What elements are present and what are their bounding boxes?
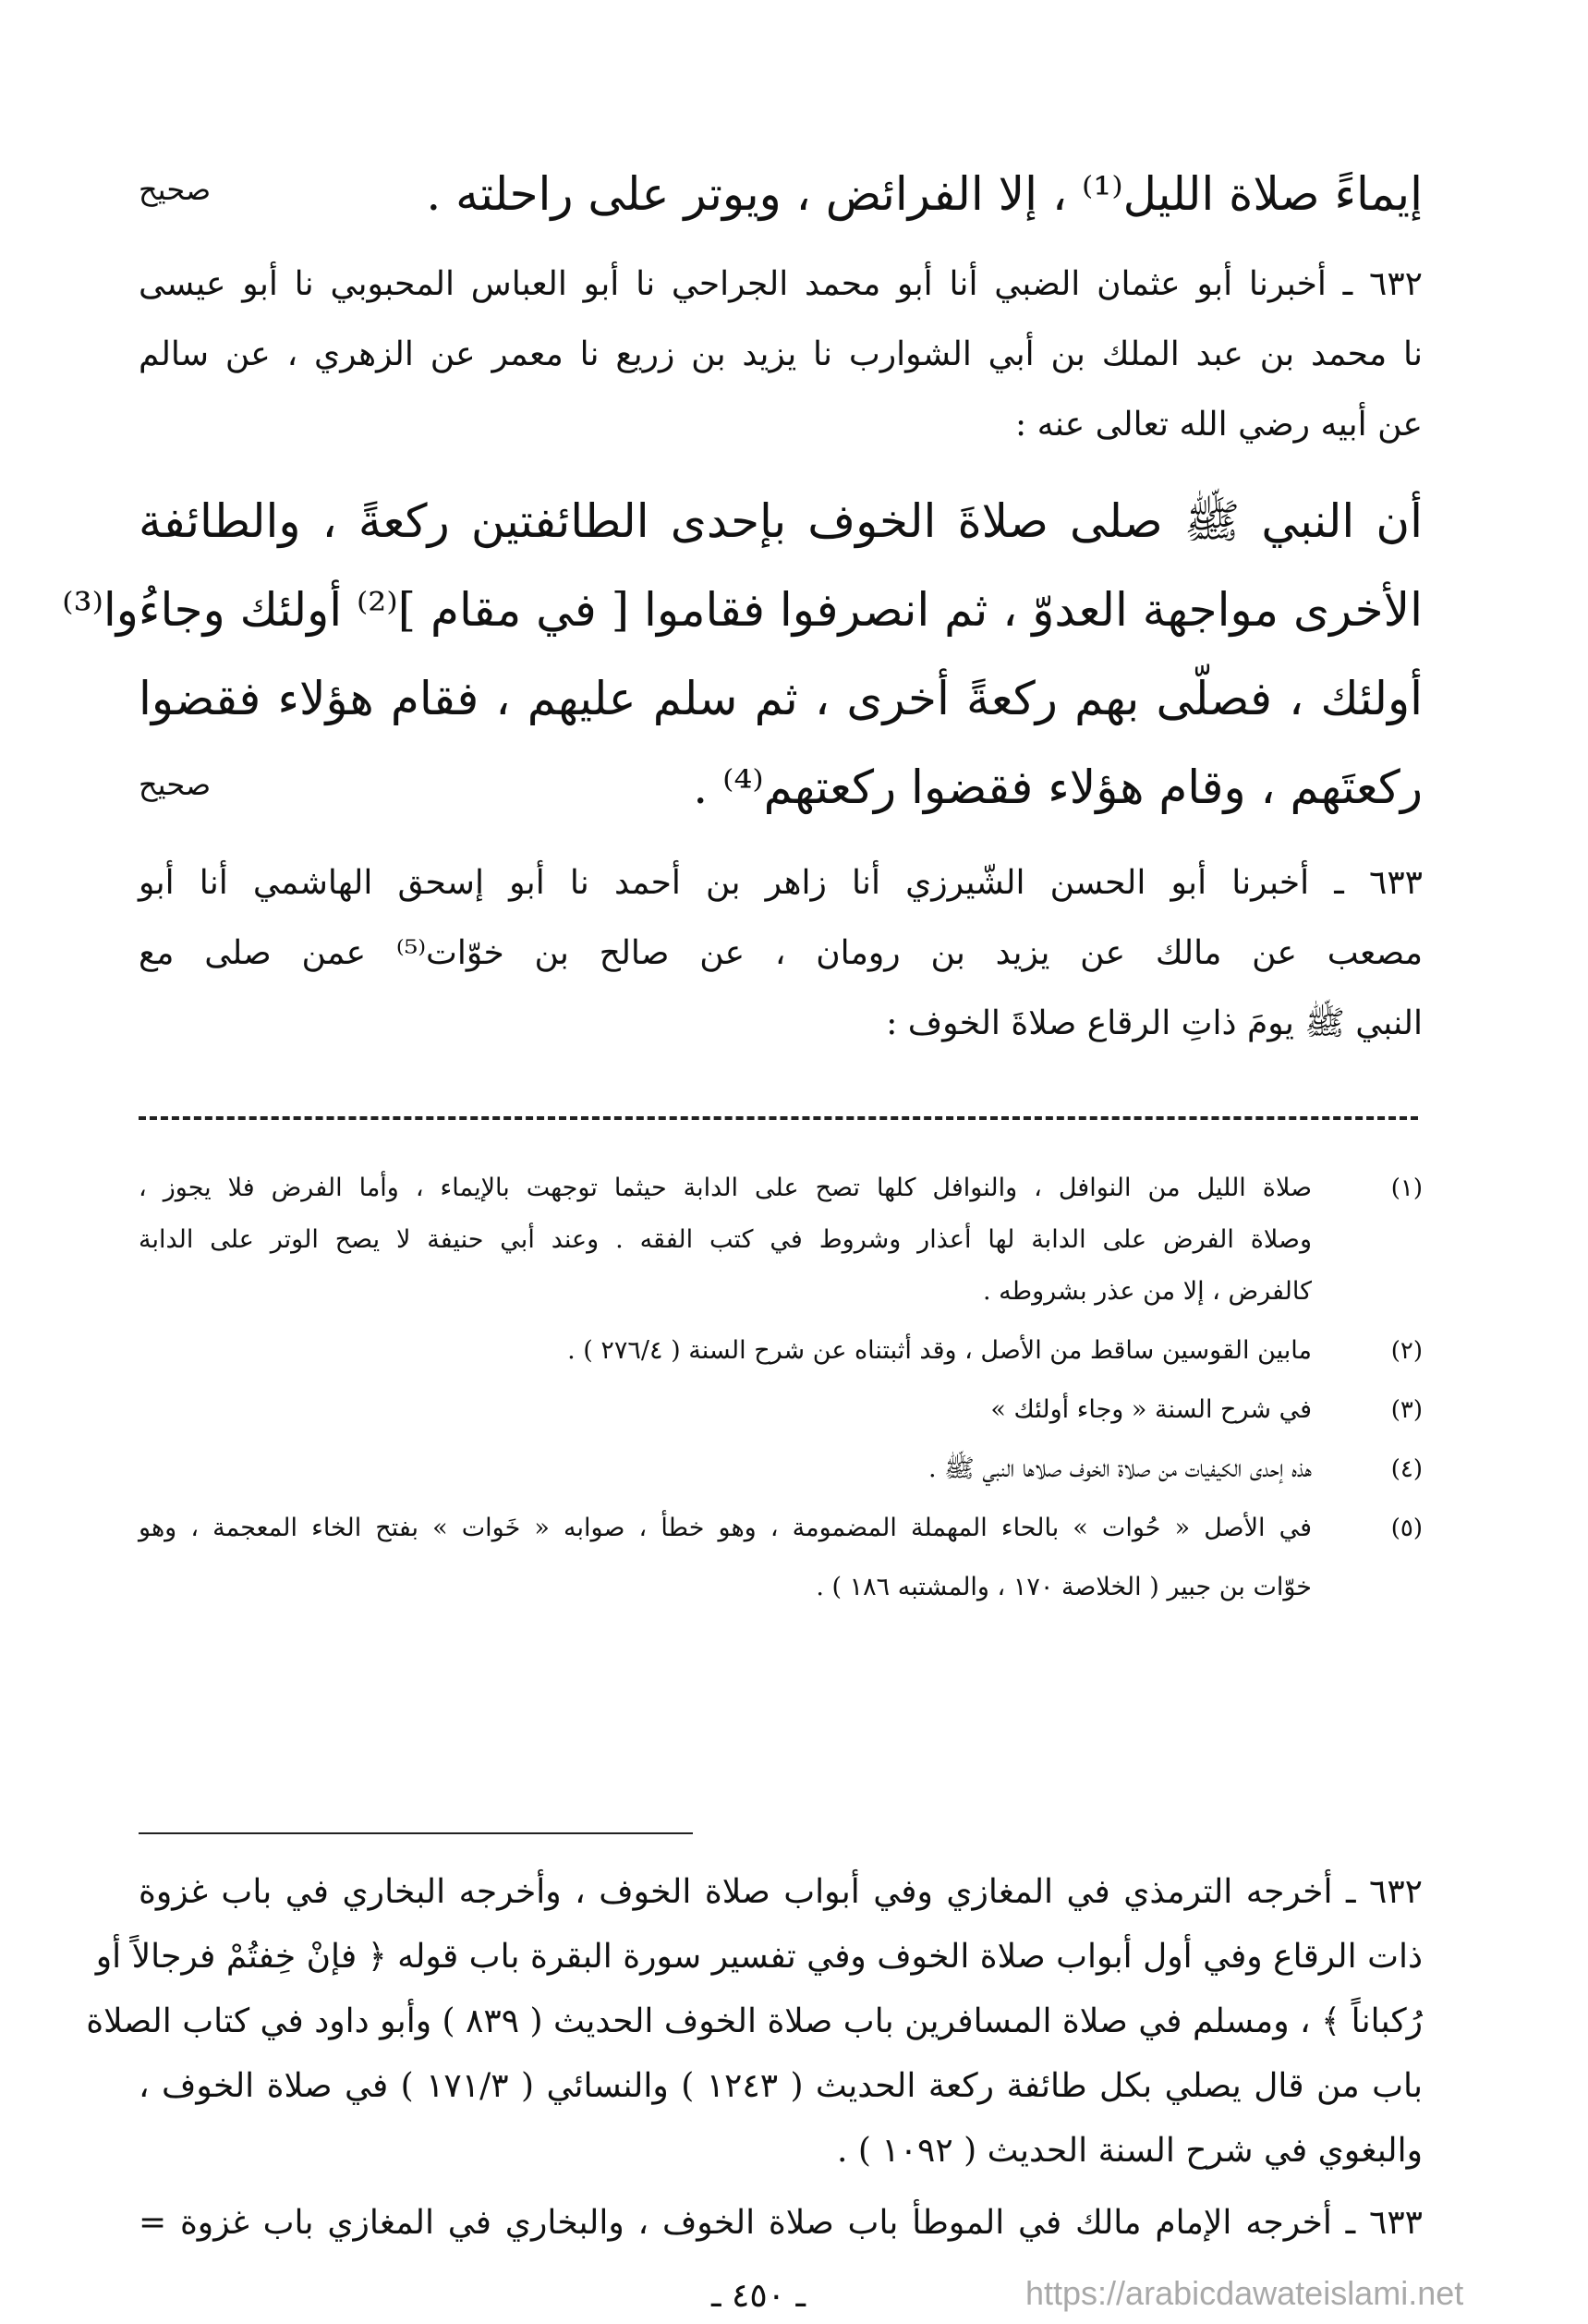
- grade-label: صحيح: [139, 172, 212, 207]
- dashed-separator: [139, 1116, 1418, 1120]
- grade-label-632: صحيح: [139, 767, 212, 802]
- isnad-633-line-1: ٦٣٣ ـ أخبرنا أبو الحسن الشّيرزي أنا زاهر بن أحمد نا أبو إسحق الهاشمي أنا أبو: [139, 864, 1423, 902]
- isnad-633-line-2: مصعب عن مالك عن يزيد بن رومان ، عن صالح بن خوّات⁽⁵⁾ عمن صلى مع: [139, 934, 1423, 972]
- footnote-5-cont: [139, 1562, 1423, 1613]
- page-footer: [139, 2269, 1464, 2324]
- takhrij-632-line-2: ذات الرقاع وفي أول أبواب صلاة الخوف وفي تفسير سورة البقرة باب قوله ﴿ فإنْ خِفتُمْ فرجالاً أو: [95, 1938, 1423, 1976]
- matn-line-1: أن النبي ﷺ صلى صلاةَ الخوف بإحدى الطائفتين ركعةً ، والطائفة: [139, 494, 1423, 548]
- footnote-1-cont: [139, 1266, 1423, 1318]
- isnad-line-2: نا محمد بن عبد الملك بن أبي الشوارب نا يزيد بن زريع نا معمر عن الزهري ، عن سالم: [139, 335, 1423, 373]
- footnote-text: وصلاة الفرض على الدابة لها أعذار وشروط في كتب الفقه . وعند أبي حنيفة لا يصح الوتر على الدابة: [139, 1225, 1312, 1254]
- footnote-number: (٣): [1390, 1396, 1423, 1424]
- isnad-line-3: عن أبيه رضي الله تعالى عنه :: [1015, 406, 1423, 444]
- isnad-633-line-3: النبي ﷺ يومَ ذاتِ الرقاع صلاةَ الخوف :: [886, 1004, 1423, 1042]
- footnote-number: (٥): [1390, 1515, 1423, 1542]
- takhrij-632-line-5: والبغوي في شرح السنة الحديث ( ١٠٩٢ ) .: [837, 2132, 1423, 2170]
- matn-line-3: أولئك ، فصلّى بهم ركعةً أخرى ، ثم سلم عليهم ، فقام هؤلاء فقضوا: [139, 672, 1423, 725]
- book-page: [62, 139, 1464, 2315]
- footnote-5: [139, 1503, 1423, 1554]
- takhrij-632-line-4: باب من قال يصلي بكل طائفة ركعة الحديث ( ١٢٤٣ ) والنسائي ( ١٧١/٣ ) في صلاة الخوف ،: [139, 2067, 1423, 2105]
- footnote-text: صلاة الليل من النوافل ، والنوافل كلها تصح على الدابة حيثما توجهت بالإيماء ، وأما الفرض فلا يجوز ،: [139, 1174, 1312, 1202]
- footnote-number: (١): [1390, 1174, 1423, 1202]
- footnote-text: مابين القوسين ساقط من الأصل ، وقد أثبتناه عن شرح السنة ( ٢٧٦/٤ ) .: [567, 1336, 1312, 1365]
- page-number: ـ ٤٥٠ ـ: [711, 2277, 806, 2315]
- takhrij-632-line-3: رُكباناً ﴾ ، ومسلم في صلاة المسافرين باب صلاة الخوف الحديث ( ٨٣٩ ) وأبو داود في كتاب الصلاة: [86, 2002, 1423, 2040]
- matn-line-2: الأخرى مواجهة العدوّ ، ثم انصرفوا فقاموا [ في مقام ]⁽²⁾ أولئك وجاءُوا⁽³⁾: [62, 583, 1423, 637]
- isnad-line-1: ٦٣٢ ـ أخبرنا أبو عثمان الضبي أنا أبو محمد الجراحي نا أبو العباس المحبوبي نا أبو عيسى: [139, 265, 1423, 303]
- footnote-text: خوّات بن جبير ( الخلاصة ١٧٠ ، والمشتبه ١٨٦ ) .: [816, 1573, 1312, 1601]
- continuation-line: إيماءً صلاة الليل⁽¹⁾ ، إلا الفرائض ، ويوتر على راحلته .: [426, 167, 1423, 221]
- takhrij-633-line-1: ٦٣٣ ـ أخرجه الإمام مالك في الموطأ باب صلاة الخوف ، والبخاري في المغازي باب غزوة =: [139, 2204, 1423, 2242]
- footnote-3: [139, 1384, 1423, 1436]
- footnote-text: في شرح السنة « وجاء أولئك »: [990, 1395, 1312, 1424]
- footnote-1-cont: [139, 1214, 1423, 1266]
- footnote-text: كالفرض ، إلا من عذر بشروطه .: [982, 1277, 1312, 1306]
- footnote-number: (٢): [1390, 1337, 1423, 1365]
- footnote-text: هذه إحدى الكيفيات من صلاة الخوف صلاها النبي ﷺ .: [927, 1454, 1312, 1483]
- takhrij-632-line-1: ٦٣٢ ـ أخرجه الترمذي في المغازي وفي أبواب صلاة الخوف ، وأخرجه البخاري في باب غزوة: [139, 1873, 1423, 1911]
- watermark-url: https://arabicdawateislami.net: [1025, 2274, 1464, 2312]
- matn-line-4: ركعتَهم ، وقام هؤلاء فقضوا ركعتهم⁽⁴⁾ .: [693, 760, 1423, 814]
- footnote-4: [139, 1443, 1423, 1495]
- footnote-number: (٤): [1390, 1455, 1423, 1483]
- footnote-1: [139, 1162, 1423, 1214]
- solid-separator: [139, 1832, 693, 1834]
- footnote-2: [139, 1325, 1423, 1377]
- footnote-text: في الأصل « حُوات » بالحاء المهملة المضمومة ، وهو خطأ ، صوابه « خَوات » بفتح الخاء المعجمة ، وهو: [139, 1514, 1312, 1542]
